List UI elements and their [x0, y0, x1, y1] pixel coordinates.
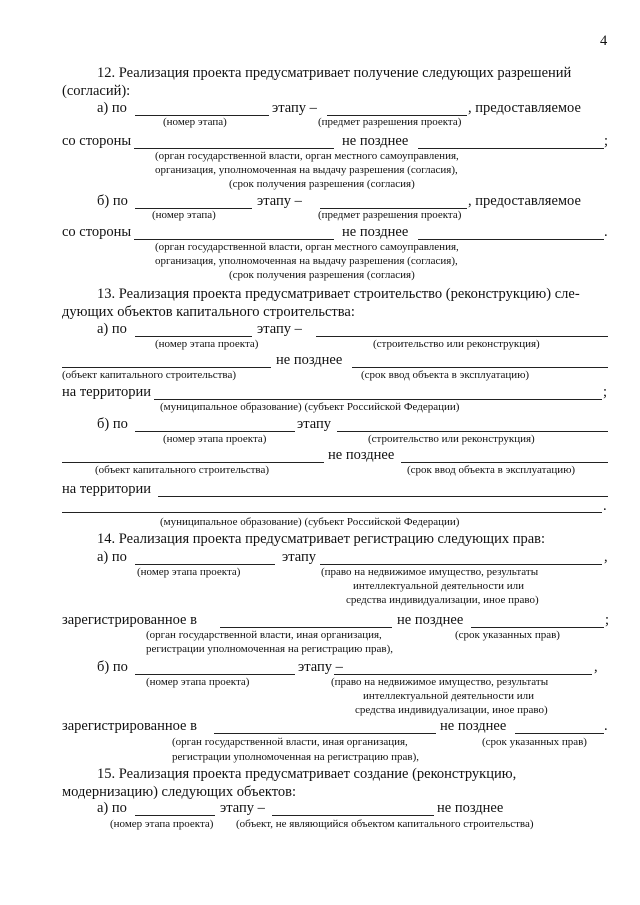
s15a-nolater: не позднее — [437, 800, 504, 816]
s14a-registered-label: зарегистрированное в — [62, 612, 197, 628]
s14a-caption-right3: средства индивидуализации, иное право) — [346, 594, 539, 606]
s14a-caption-term: (срок указанных прав) — [455, 629, 560, 641]
s14a-nolater: не позднее — [397, 612, 464, 628]
s13b-term-field[interactable] — [401, 462, 608, 463]
s13a-stage-field[interactable] — [135, 336, 252, 337]
s13-heading-line2: дующих объектов капитального строительства: — [62, 304, 355, 320]
s13a-caption-type: (строительство или реконструкция) — [373, 338, 540, 350]
s13a-caption-territory: (муниципальное образование) (субъект Российской Федерации) — [160, 401, 460, 413]
s14a-caption-org2: регистрации уполномоченная на регистрацию прав), — [146, 643, 393, 655]
s13b-caption-type: (строительство или реконструкция) — [368, 433, 535, 445]
s12b-prefix: б) по — [97, 193, 128, 209]
s14b-nolater: не позднее — [440, 718, 507, 734]
s15a-prefix: а) по — [97, 800, 127, 816]
page-number: 4 — [600, 33, 608, 49]
s13b-territory-field[interactable] — [158, 496, 608, 497]
s13b-end-mark: . — [603, 498, 607, 514]
s13b-caption-term: (срок ввод объекта в эксплуатацию) — [407, 464, 576, 476]
s13b-nolater: не позднее — [328, 447, 395, 463]
s13a-stage-word: этапу – — [257, 321, 302, 337]
s14b-registered-label: зарегистрированное в — [62, 718, 197, 734]
s12b-provided: , предоставляемое — [468, 193, 581, 209]
s14a-caption-stage: (номер этапа проекта) — [137, 566, 241, 578]
s13b-caption-territory: (муниципальное образование) (субъект Российской Федерации) — [160, 516, 460, 528]
s13b-caption-object: (объект капитального строительства) — [95, 464, 269, 476]
s12b-caption-org2: организация, уполномоченная на выдачу разрешения (согласия), — [155, 255, 458, 267]
s12-heading-line2: (согласий): — [62, 83, 131, 99]
s15a-caption-object: (объект, не являющийся объектом капитального строительства) — [236, 818, 534, 830]
s12a-caption-stage: (номер этапа) — [163, 116, 227, 128]
s13a-nolater: не позднее — [276, 352, 343, 368]
s12a-caption-term: (срок получения разрешения (согласия) — [229, 178, 415, 190]
s12a-prefix: а) по — [97, 100, 127, 116]
s14b-right-field[interactable] — [334, 674, 592, 675]
s12b-org-field[interactable] — [134, 239, 334, 240]
s13a-caption-term: (срок ввод объекта в эксплуатацию) — [361, 369, 530, 381]
s12b-caption-stage: (номер этапа) — [152, 209, 216, 221]
s14b-prefix: б) по — [97, 659, 128, 675]
s14b-term-field[interactable] — [515, 733, 604, 734]
s13a-end-mark: ; — [603, 384, 608, 400]
s15a-caption-stage: (номер этапа проекта) — [110, 818, 214, 830]
s12a-caption-org1: (орган государственной власти, орган местного самоуправления, — [155, 150, 459, 162]
s15-heading-line2: модернизацию) следующих объектов: — [62, 784, 297, 800]
s13a-term-field[interactable] — [352, 367, 608, 368]
s14a-term-field[interactable] — [471, 627, 604, 628]
s14a-end-mark: ; — [605, 612, 610, 628]
s12b-nolater: не позднее — [342, 224, 409, 240]
s13a-territory-field[interactable] — [154, 399, 602, 400]
s12b-term-field[interactable] — [418, 239, 604, 240]
s14b-caption-org2: регистрации уполномоченная на регистрацию прав), — [172, 751, 419, 763]
s14a-caption-org1: (орган государственной власти, иная организация, — [146, 629, 382, 641]
s12b-stage-word: этапу – — [257, 193, 302, 209]
s12b-caption-org1: (орган государственной власти, орган местного самоуправления, — [155, 241, 459, 253]
s14a-comma: , — [604, 549, 608, 565]
s14a-stage-field[interactable] — [135, 564, 275, 565]
s13b-type-field[interactable] — [337, 431, 608, 432]
s13a-type-field[interactable] — [316, 336, 608, 337]
s12a-provided: , предоставляемое — [468, 100, 581, 116]
s12-heading-line1: 12. Реализация проекта предусматривает получение следующих разрешений — [97, 65, 572, 81]
s12b-side-label: со стороны — [62, 224, 132, 240]
s14b-stage-field[interactable] — [135, 674, 295, 675]
s15a-stage-field[interactable] — [135, 815, 215, 816]
s14b-comma: , — [594, 659, 598, 675]
s12a-side-label: со стороны — [62, 133, 132, 149]
s15-heading-line1: 15. Реализация проекта предусматривает создание (реконструкцию, — [97, 766, 517, 782]
s14a-org-field[interactable] — [220, 627, 392, 628]
s12b-caption-subject: (предмет разрешения проекта) — [318, 209, 462, 221]
s15a-stage-word: этапу – — [220, 800, 265, 816]
s12a-stage-word: этапу – — [272, 100, 317, 116]
s14b-end-mark: . — [604, 718, 608, 734]
s12a-term-field[interactable] — [418, 148, 604, 149]
s13a-prefix: а) по — [97, 321, 127, 337]
s14b-caption-stage: (номер этапа проекта) — [146, 676, 250, 688]
s14a-right-field[interactable] — [320, 564, 602, 565]
s13-heading-line1: 13. Реализация проекта предусматривает строительство (реконструкцию) сле- — [97, 286, 580, 302]
s13b-object-field[interactable] — [62, 462, 324, 463]
s13b-prefix: б) по — [97, 416, 128, 432]
s13a-caption-object: (объект капитального строительства) — [62, 369, 236, 381]
s14b-caption-right1: (право на недвижимое имущество, результаты — [331, 676, 549, 688]
s14a-caption-right1: (право на недвижимое имущество, результаты — [321, 566, 539, 578]
s15a-object-field[interactable] — [272, 815, 434, 816]
s13a-object-field[interactable] — [62, 367, 271, 368]
s14a-caption-right2: интеллектуальной деятельности или — [353, 580, 525, 592]
s14b-caption-right2: интеллектуальной деятельности или — [363, 690, 535, 702]
s14b-caption-org1: (орган государственной власти, иная организация, — [172, 736, 408, 748]
s14a-stage-word: этапу — [282, 549, 316, 565]
s13b-caption-stage: (номер этапа проекта) — [163, 433, 267, 445]
s12a-caption-subject: (предмет разрешения проекта) — [318, 116, 462, 128]
s12a-nolater: не позднее — [342, 133, 409, 149]
s14b-caption-term: (срок указанных прав) — [482, 736, 587, 748]
s12a-caption-org2: организация, уполномоченная на выдачу разрешения (согласия), — [155, 164, 458, 176]
s12b-caption-term: (срок получения разрешения (согласия) — [229, 269, 415, 281]
s12b-end-mark: . — [604, 224, 608, 240]
s13a-territory-label: на территории — [62, 384, 152, 400]
s14-heading: 14. Реализация проекта предусматривает регистрацию следующих прав: — [97, 531, 546, 547]
s13b-stage-word: этапу — [297, 416, 331, 432]
s14b-org-field[interactable] — [214, 733, 436, 734]
s13b-territory-field-2[interactable] — [62, 512, 602, 513]
s12a-end-mark: ; — [604, 133, 609, 149]
s14b-caption-right3: средства индивидуализации, иное право) — [355, 704, 548, 716]
s13b-stage-field[interactable] — [135, 431, 295, 432]
s12a-org-field[interactable] — [134, 148, 334, 149]
s14a-prefix: а) по — [97, 549, 127, 565]
s13a-caption-stage: (номер этапа проекта) — [155, 338, 259, 350]
s14b-stage-word: этапу – — [298, 659, 343, 675]
s13b-territory-label: на территории — [62, 481, 152, 497]
